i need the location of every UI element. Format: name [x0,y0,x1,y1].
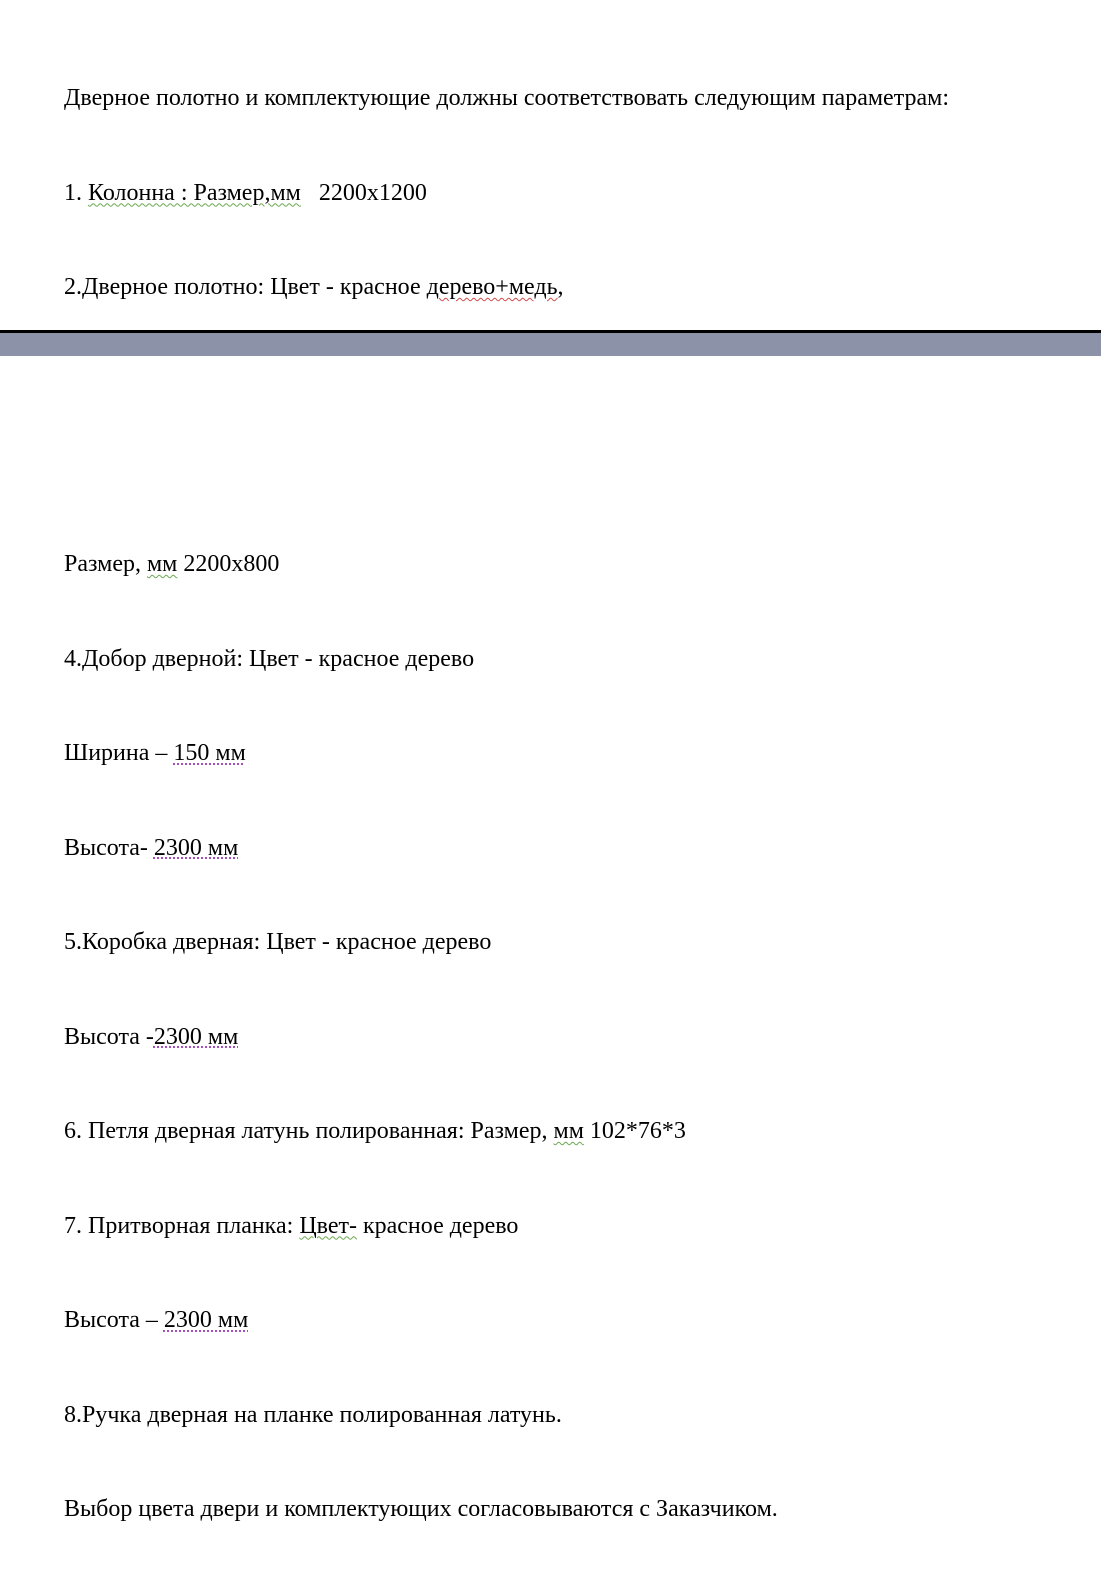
style-mark: 2300 мм [163,1307,249,1333]
item-5-line: 5.Коробка дверная: Цвет - красное дерево [64,929,492,955]
item-7-line [64,1211,778,1243]
closing-line: Выбор цвета двери и комплектующих согласовываются с Заказчиком. [64,1496,778,1522]
item-4-height-prefix: Высота- [64,834,154,861]
item-6-line [64,1116,778,1148]
grammar-mark: Колонна : Размер,мм [88,179,301,206]
item-3-size-prefix: Размер, [64,551,147,577]
item-6-prefix: 6. Петля дверная латунь полированная: Размер, [64,1118,554,1144]
item-1-prefix: 1. [64,179,88,206]
item-2-line [64,272,949,304]
item-3-size-value: 2200х800 [177,551,280,577]
item-7-value: красное дерево [356,1212,519,1239]
item-3-size-line [64,549,778,581]
item-5-height-prefix: Высота - [64,1023,154,1050]
page-break-separator [0,330,1101,356]
intro-line: Дверное полотно и комплектующие должны соответствовать следующим параметрам: [64,85,949,111]
item-4-line: 4.Добор дверной: Цвет - красное дерево [64,645,475,672]
style-mark: 150 мм [173,740,246,766]
item-8-line: 8.Ручка дверная на планке полированная латунь. [64,1401,562,1428]
style-mark: 2300 мм [153,1023,239,1050]
item-1-line [64,178,949,210]
item-4-width-line [64,738,778,770]
item-7-height-line [64,1305,778,1337]
item-7-height-prefix: Высота – [64,1307,164,1333]
document-page-2 [0,356,1101,1522]
item-2-suffix: , [557,274,564,300]
item-7-prefix: 7. Притворная планка: [64,1212,300,1239]
spelling-mark: дерево+медь [426,274,558,300]
page-2-text[interactable] [64,486,778,1589]
document-page-1 [0,0,1101,330]
item-4-height-line [64,833,778,865]
item-4-width-prefix: Ширина – [64,740,174,766]
item-1-value: 2200х1200 [300,179,427,206]
style-mark: 2300 мм [153,834,239,861]
item-6-value: 102*76*3 [583,1118,686,1144]
grammar-mark: мм [553,1118,584,1144]
item-2-prefix: 2.Дверное полотно: Цвет - красное [64,274,427,300]
grammar-mark: мм [146,551,178,577]
item-5-height-line [64,1022,778,1054]
grammar-mark: Цвет- [299,1212,357,1239]
